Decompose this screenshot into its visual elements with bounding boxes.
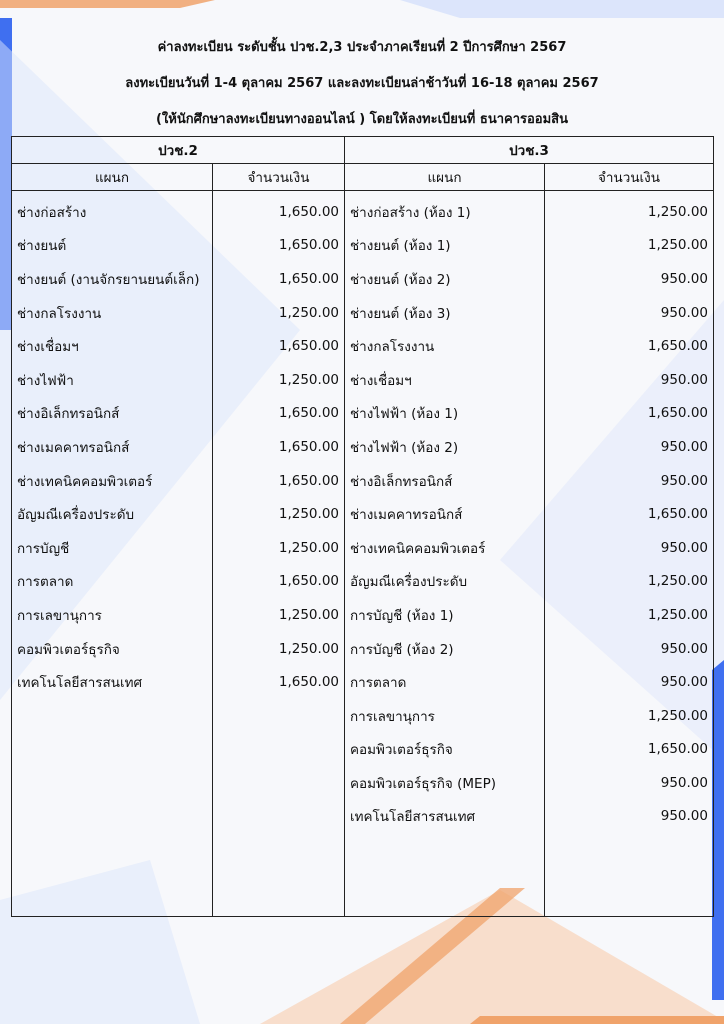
department-cell: การเลขานุการ (12, 598, 213, 632)
department-cell: คอมพิวเตอร์ธุรกิจ (12, 632, 213, 666)
table-row (12, 766, 714, 800)
amount-cell: 950.00 (545, 800, 714, 834)
amount-cell: 1,250.00 (545, 565, 714, 599)
department-cell: ช่างกลโรงงาน (12, 296, 213, 330)
amount-cell: 1,650.00 (213, 191, 345, 229)
amount-cell: 1,250.00 (545, 699, 714, 733)
amount-cell: 1,650.00 (545, 329, 714, 363)
table-row (12, 229, 714, 263)
amount-cell: 1,250.00 (213, 296, 345, 330)
amount-cell: 950.00 (545, 632, 714, 666)
amount-cell: 1,650.00 (213, 262, 345, 296)
amount-cell: 1,250.00 (545, 598, 714, 632)
amount-cell: 1,650.00 (213, 430, 345, 464)
department-cell: การบัญชี (ห้อง 2) (345, 632, 545, 666)
amount-cell: 1,650.00 (545, 733, 714, 767)
department-cell: เทคโนโลยีสารสนเทศ (345, 800, 545, 834)
table-row (12, 262, 714, 296)
amount-cell: 1,250.00 (545, 191, 714, 229)
empty-cell (345, 833, 545, 917)
column-header-amount: จำนวนเงิน (213, 164, 345, 191)
department-cell: ช่างยนต์ (12, 229, 213, 263)
department-cell: ช่างยนต์ (ห้อง 1) (345, 229, 545, 263)
department-cell: การบัญชี (ห้อง 1) (345, 598, 545, 632)
amount-cell: 1,650.00 (213, 565, 345, 599)
amount-cell: 950.00 (545, 296, 714, 330)
amount-cell: 1,250.00 (213, 497, 345, 531)
department-cell: ช่างไฟฟ้า (ห้อง 1) (345, 397, 545, 431)
department-cell: ช่างเชื่อมฯ (345, 363, 545, 397)
table-row (12, 800, 714, 834)
column-header-department: แผนก (345, 164, 545, 191)
table-empty-space (12, 833, 714, 917)
amount-cell: 950.00 (545, 363, 714, 397)
amount-cell: 1,650.00 (213, 229, 345, 263)
department-cell: ช่างเทคนิคคอมพิวเตอร์ (345, 531, 545, 565)
table-row (12, 296, 714, 330)
amount-cell: 950.00 (545, 531, 714, 565)
table-row (12, 430, 714, 464)
department-cell: ช่างยนต์ (ห้อง 2) (345, 262, 545, 296)
header-title: ค่าลงทะเบียน ระดับชั้น ปวช.2,3 ประจำภาคเรียนที่ 2 ปีการศึกษา 2567 (157, 40, 567, 55)
bottom-orange-band (470, 1016, 724, 1024)
department-cell: คอมพิวเตอร์ธุรกิจ (MEP) (345, 766, 545, 800)
department-cell: ช่างก่อสร้าง (12, 191, 213, 229)
amount-cell: 950.00 (545, 665, 714, 699)
department-cell: ช่างเมคคาทรอนิกส์ (12, 430, 213, 464)
department-cell: ช่างไฟฟ้า (ห้อง 2) (345, 430, 545, 464)
department-cell: คอมพิวเตอร์ธุรกิจ (345, 733, 545, 767)
amount-cell: 1,250.00 (213, 531, 345, 565)
department-cell: การตลาด (12, 565, 213, 599)
amount-cell: 1,650.00 (545, 497, 714, 531)
top-orange-band (0, 0, 215, 8)
table-row (12, 191, 714, 229)
table-row (12, 329, 714, 363)
amount-cell: 1,250.00 (213, 632, 345, 666)
header-registration-dates: ลงทะเบียนวันที่ 1-4 ตุลาคม 2567 และลงทะเบียนล่าช้าวันที่ 16-18 ตุลาคม 2567 (125, 76, 599, 91)
department-cell: อัญมณีเครื่องประดับ (12, 497, 213, 531)
department-cell (12, 733, 213, 767)
header-bank-note: (ให้นักศึกษาลงทะเบียนทางออนไลน์ ) โดยให้ลงทะเบียนที่ ธนาคารออมสิน (155, 112, 568, 127)
department-cell: ช่างเชื่อมฯ (12, 329, 213, 363)
amount-cell: 1,650.00 (213, 329, 345, 363)
amount-cell (213, 699, 345, 733)
document-header (0, 30, 724, 138)
amount-cell: 1,250.00 (213, 363, 345, 397)
column-header-department: แผนก (12, 164, 213, 191)
department-cell: ช่างก่อสร้าง (ห้อง 1) (345, 191, 545, 229)
table-row (12, 397, 714, 431)
amount-cell: 1,250.00 (545, 229, 714, 263)
table-row (12, 565, 714, 599)
department-cell: ช่างอิเล็กทรอนิกส์ (12, 397, 213, 431)
table-row (12, 598, 714, 632)
amount-cell: 950.00 (545, 464, 714, 498)
table-row (12, 665, 714, 699)
table-row (12, 464, 714, 498)
amount-cell: 1,650.00 (213, 464, 345, 498)
table-row (12, 733, 714, 767)
amount-cell: 1,650.00 (213, 665, 345, 699)
table-row (12, 632, 714, 666)
fee-table-body (12, 191, 714, 917)
department-cell (12, 699, 213, 733)
amount-cell: 1,650.00 (545, 397, 714, 431)
amount-cell: 1,650.00 (213, 397, 345, 431)
amount-cell: 950.00 (545, 766, 714, 800)
fee-table (11, 136, 714, 917)
department-cell: ช่างเทคนิคคอมพิวเตอร์ (12, 464, 213, 498)
group-header-pvc3: ปวช.3 (345, 137, 714, 164)
top-right-blue-shape (400, 0, 724, 18)
department-cell: อัญมณีเครื่องประดับ (345, 565, 545, 599)
department-cell: ช่างยนต์ (ห้อง 3) (345, 296, 545, 330)
department-cell: เทคโนโลยีสารสนเทศ (12, 665, 213, 699)
department-cell: การเลขานุการ (345, 699, 545, 733)
table-row (12, 497, 714, 531)
amount-cell (213, 733, 345, 767)
department-cell: ช่างกลโรงงาน (345, 329, 545, 363)
amount-cell: 950.00 (545, 430, 714, 464)
department-cell (12, 766, 213, 800)
department-cell (12, 800, 213, 834)
empty-cell (12, 833, 213, 917)
column-header-amount: จำนวนเงิน (545, 164, 714, 191)
department-cell: ช่างไฟฟ้า (12, 363, 213, 397)
department-cell: การตลาด (345, 665, 545, 699)
department-cell: ช่างอิเล็กทรอนิกส์ (345, 464, 545, 498)
department-cell: ช่างยนต์ (งานจักรยานยนต์เล็ก) (12, 262, 213, 296)
table-row (12, 363, 714, 397)
amount-cell: 1,250.00 (213, 598, 345, 632)
amount-cell: 950.00 (545, 262, 714, 296)
table-row (12, 531, 714, 565)
department-cell: การบัญชี (12, 531, 213, 565)
amount-cell (213, 800, 345, 834)
group-header-pvc2: ปวช.2 (12, 137, 345, 164)
empty-cell (213, 833, 345, 917)
amount-cell (213, 766, 345, 800)
empty-cell (545, 833, 714, 917)
table-row (12, 699, 714, 733)
department-cell: ช่างเมคคาทรอนิกส์ (345, 497, 545, 531)
